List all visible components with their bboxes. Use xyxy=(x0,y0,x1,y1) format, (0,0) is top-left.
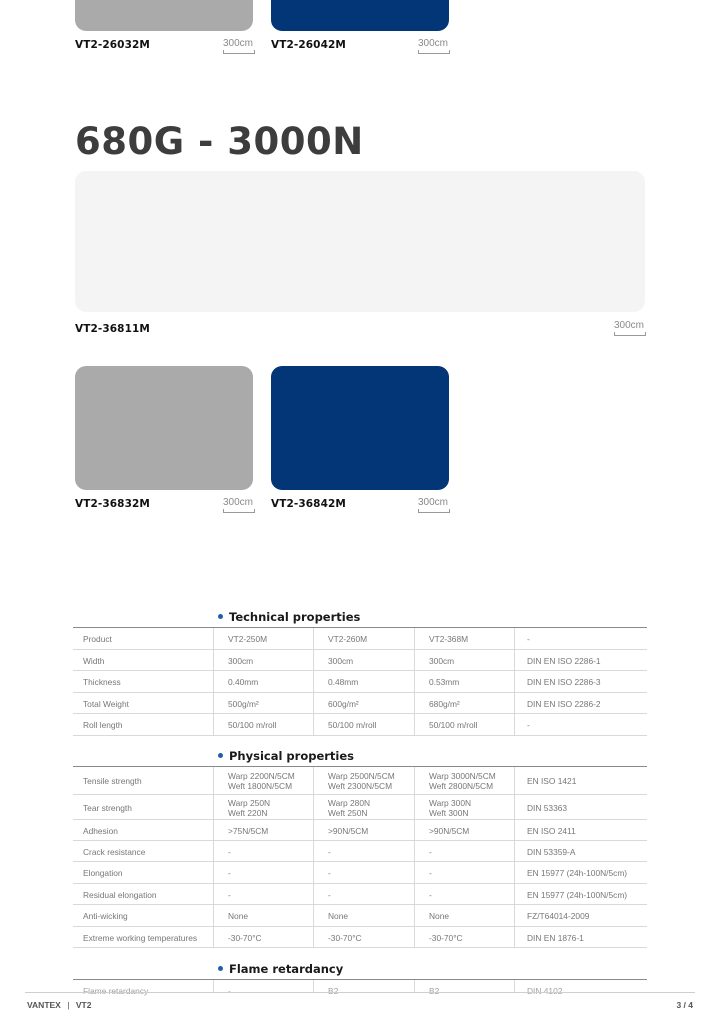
column-divider xyxy=(414,862,415,883)
column-divider xyxy=(414,927,415,947)
row-label: Residual elongation xyxy=(83,889,157,900)
column-divider xyxy=(313,862,314,883)
column-divider xyxy=(313,671,314,692)
width-label: 300cm xyxy=(222,497,253,508)
column-divider xyxy=(213,767,214,794)
table-heading-text: Technical properties xyxy=(229,610,361,624)
table-cell: >90N/5CM xyxy=(429,825,470,836)
row-label: Elongation xyxy=(83,868,123,878)
column-divider xyxy=(514,862,515,883)
column-divider xyxy=(414,820,415,840)
table-cell: 0.40mm xyxy=(228,677,259,687)
table-heading-text: Flame retardancy xyxy=(229,962,344,976)
table-cell: B2 xyxy=(328,986,339,996)
column-divider xyxy=(514,767,515,794)
table-cell: - xyxy=(228,889,231,900)
table-cell: 50/100 m/roll xyxy=(429,720,478,730)
table-cell: - xyxy=(228,868,231,878)
column-divider xyxy=(313,905,314,926)
table-cell: -30-70°C xyxy=(328,932,362,943)
column-divider xyxy=(514,714,515,735)
column-divider xyxy=(514,980,515,992)
width-indicator xyxy=(614,332,646,336)
table-cell: - xyxy=(527,720,530,730)
swatch-top-grey xyxy=(75,0,253,31)
column-divider xyxy=(313,927,314,947)
table-cell: None xyxy=(328,911,349,921)
row-label: Width xyxy=(83,655,105,666)
row-divider xyxy=(73,735,647,736)
column-divider xyxy=(414,650,415,670)
table-cell: None xyxy=(228,911,249,921)
column-divider xyxy=(213,693,214,713)
column-divider xyxy=(414,795,415,819)
column-divider xyxy=(213,714,214,735)
table-cell: 600g/m² xyxy=(328,698,359,709)
table-cell: 50/100 m/roll xyxy=(228,720,277,730)
width-indicator xyxy=(223,50,255,54)
swatch-code: VT2-26042M xyxy=(271,39,346,51)
column-divider xyxy=(414,671,415,692)
table-top-rule xyxy=(73,627,647,628)
row-label: Extreme working temperatures xyxy=(83,932,198,943)
row-divider xyxy=(73,794,647,795)
table-cell: FZ/T64014-2009 xyxy=(527,911,590,921)
column-divider xyxy=(514,905,515,926)
column-divider xyxy=(313,841,314,861)
column-divider xyxy=(213,980,214,992)
row-divider xyxy=(73,670,647,671)
table-cell: >75N/5CM xyxy=(228,825,269,836)
table-cell: - xyxy=(429,889,432,900)
row-label: Crack resistance xyxy=(83,846,146,857)
swatch-top-blue xyxy=(271,0,449,31)
row-label: Total Weight xyxy=(83,698,129,709)
column-divider xyxy=(414,884,415,904)
column-divider xyxy=(213,650,214,670)
column-divider xyxy=(213,862,214,883)
row-label: Product xyxy=(83,634,112,644)
column-divider xyxy=(414,628,415,649)
table-heading-text: Physical properties xyxy=(229,749,355,763)
table-heading xyxy=(218,749,354,763)
swatch-code: VT2-26032M xyxy=(75,39,150,51)
table-cell: DIN 4102 xyxy=(527,986,563,996)
width-label: 300cm xyxy=(222,38,253,49)
table-heading xyxy=(218,962,343,976)
footer-brand xyxy=(27,1000,91,1010)
table-cell: >90N/5CM xyxy=(328,825,369,836)
swatch-code: VT2-36811M xyxy=(75,323,150,335)
table-cell: 680g/m² xyxy=(429,698,460,709)
swatch-code: VT2-36842M xyxy=(271,498,346,510)
table-cell: 500g/m² xyxy=(228,698,259,709)
row-label: Thickness xyxy=(83,677,121,687)
table-cell: - xyxy=(228,846,231,857)
row-divider xyxy=(73,819,647,820)
table-cell: DIN 53359-A xyxy=(527,846,576,857)
row-divider xyxy=(73,904,647,905)
column-divider xyxy=(514,884,515,904)
column-divider xyxy=(213,671,214,692)
bullet-icon xyxy=(218,753,223,758)
row-label: Flame retardancy xyxy=(83,986,149,996)
swatch-wide-white xyxy=(75,171,645,312)
table-cell: - xyxy=(429,868,432,878)
row-label: Adhesion xyxy=(83,825,118,836)
column-divider xyxy=(313,795,314,819)
table-top-rule xyxy=(73,979,647,980)
table-cell: DIN EN 1876-1 xyxy=(527,932,584,943)
column-divider xyxy=(514,927,515,947)
column-divider xyxy=(313,767,314,794)
column-divider xyxy=(313,628,314,649)
column-divider xyxy=(414,714,415,735)
table-cell: Warp 300N Weft 300N xyxy=(429,797,472,818)
row-label: Tensile strength xyxy=(83,776,142,786)
row-label: Roll length xyxy=(83,720,123,730)
table-cell: 50/100 m/roll xyxy=(328,720,377,730)
table-cell: DIN 53363 xyxy=(527,802,568,813)
row-divider xyxy=(73,692,647,693)
table-cell: 300cm xyxy=(328,655,354,666)
column-divider xyxy=(213,884,214,904)
table-heading xyxy=(218,610,360,624)
footer-separator: | xyxy=(67,1000,70,1010)
footer-product: VT2 xyxy=(75,1000,92,1010)
table-cell: EN 15977 (24h-100N/5cm) xyxy=(527,889,628,900)
width-indicator xyxy=(223,509,255,513)
column-divider xyxy=(313,820,314,840)
footer-divider xyxy=(25,992,695,993)
column-divider xyxy=(213,927,214,947)
width-label: 300cm xyxy=(417,497,448,508)
column-divider xyxy=(414,905,415,926)
row-divider xyxy=(73,926,647,927)
column-divider xyxy=(514,671,515,692)
column-divider xyxy=(414,767,415,794)
row-divider xyxy=(73,649,647,650)
table-cell: EN ISO 2411 xyxy=(527,825,576,836)
table-cell: Warp 2200N/5CM Weft 1800N/5CM xyxy=(228,771,295,791)
section-title: 680G - 3000N xyxy=(75,120,364,163)
table-cell: -30-70°C xyxy=(228,932,262,943)
width-label: 300cm xyxy=(613,320,644,331)
column-divider xyxy=(514,795,515,819)
table-cell: Warp 3000N/5CM Weft 2800N/5CM xyxy=(429,771,496,791)
table-cell: DIN EN ISO 2286-2 xyxy=(527,698,601,709)
row-divider xyxy=(73,947,647,948)
table-cell: VT2-260M xyxy=(328,634,368,644)
swatch-blue xyxy=(271,366,449,490)
column-divider xyxy=(313,693,314,713)
column-divider xyxy=(313,714,314,735)
table-cell: Warp 280N Weft 250N xyxy=(328,797,371,818)
column-divider xyxy=(213,628,214,649)
table-cell: Warp 2500N/5CM Weft 2300N/5CM xyxy=(328,771,395,791)
row-divider xyxy=(73,861,647,862)
table-cell: Warp 250N Weft 220N xyxy=(228,797,271,818)
bullet-icon xyxy=(218,614,223,619)
table-cell: DIN EN ISO 2286-1 xyxy=(527,655,601,666)
table-cell: - xyxy=(328,846,331,857)
table-cell: VT2-250M xyxy=(228,634,268,644)
column-divider xyxy=(514,841,515,861)
width-label: 300cm xyxy=(417,38,448,49)
page-number: 3 / 4 xyxy=(676,1000,693,1010)
column-divider xyxy=(514,628,515,649)
row-divider xyxy=(73,883,647,884)
row-label: Anti-wicking xyxy=(83,911,128,921)
column-divider xyxy=(313,650,314,670)
column-divider xyxy=(514,650,515,670)
footer-brand-name: VANTEX xyxy=(27,1000,61,1010)
column-divider xyxy=(213,795,214,819)
table-cell: - xyxy=(328,889,331,900)
table-cell: DIN EN ISO 2286-3 xyxy=(527,677,601,687)
column-divider xyxy=(414,841,415,861)
row-label: Tear strength xyxy=(83,802,132,813)
table-cell: VT2-368M xyxy=(429,634,469,644)
table-cell: 300cm xyxy=(228,655,254,666)
column-divider xyxy=(213,820,214,840)
table-cell: 0.48mm xyxy=(328,677,359,687)
column-divider xyxy=(414,693,415,713)
swatch-code: VT2-36832M xyxy=(75,498,150,510)
table-cell: - xyxy=(527,634,530,644)
column-divider xyxy=(213,841,214,861)
width-indicator xyxy=(418,509,450,513)
column-divider xyxy=(313,980,314,992)
table-cell: - xyxy=(429,846,432,857)
table-cell: EN ISO 1421 xyxy=(527,776,577,786)
column-divider xyxy=(514,820,515,840)
table-cell: - xyxy=(328,868,331,878)
table-cell: None xyxy=(429,911,450,921)
table-cell: -30-70°C xyxy=(429,932,463,943)
table-cell: 0.53mm xyxy=(429,677,460,687)
table-cell: 300cm xyxy=(429,655,455,666)
column-divider xyxy=(313,884,314,904)
table-cell: B2 xyxy=(429,986,440,996)
row-divider xyxy=(73,713,647,714)
row-divider xyxy=(73,840,647,841)
table-cell: - xyxy=(228,986,231,996)
bullet-icon xyxy=(218,966,223,971)
width-indicator xyxy=(418,50,450,54)
table-cell: EN 15977 (24h-100N/5cm) xyxy=(527,868,628,878)
column-divider xyxy=(213,905,214,926)
table-top-rule xyxy=(73,766,647,767)
column-divider xyxy=(514,693,515,713)
column-divider xyxy=(414,980,415,992)
swatch-grey xyxy=(75,366,253,490)
